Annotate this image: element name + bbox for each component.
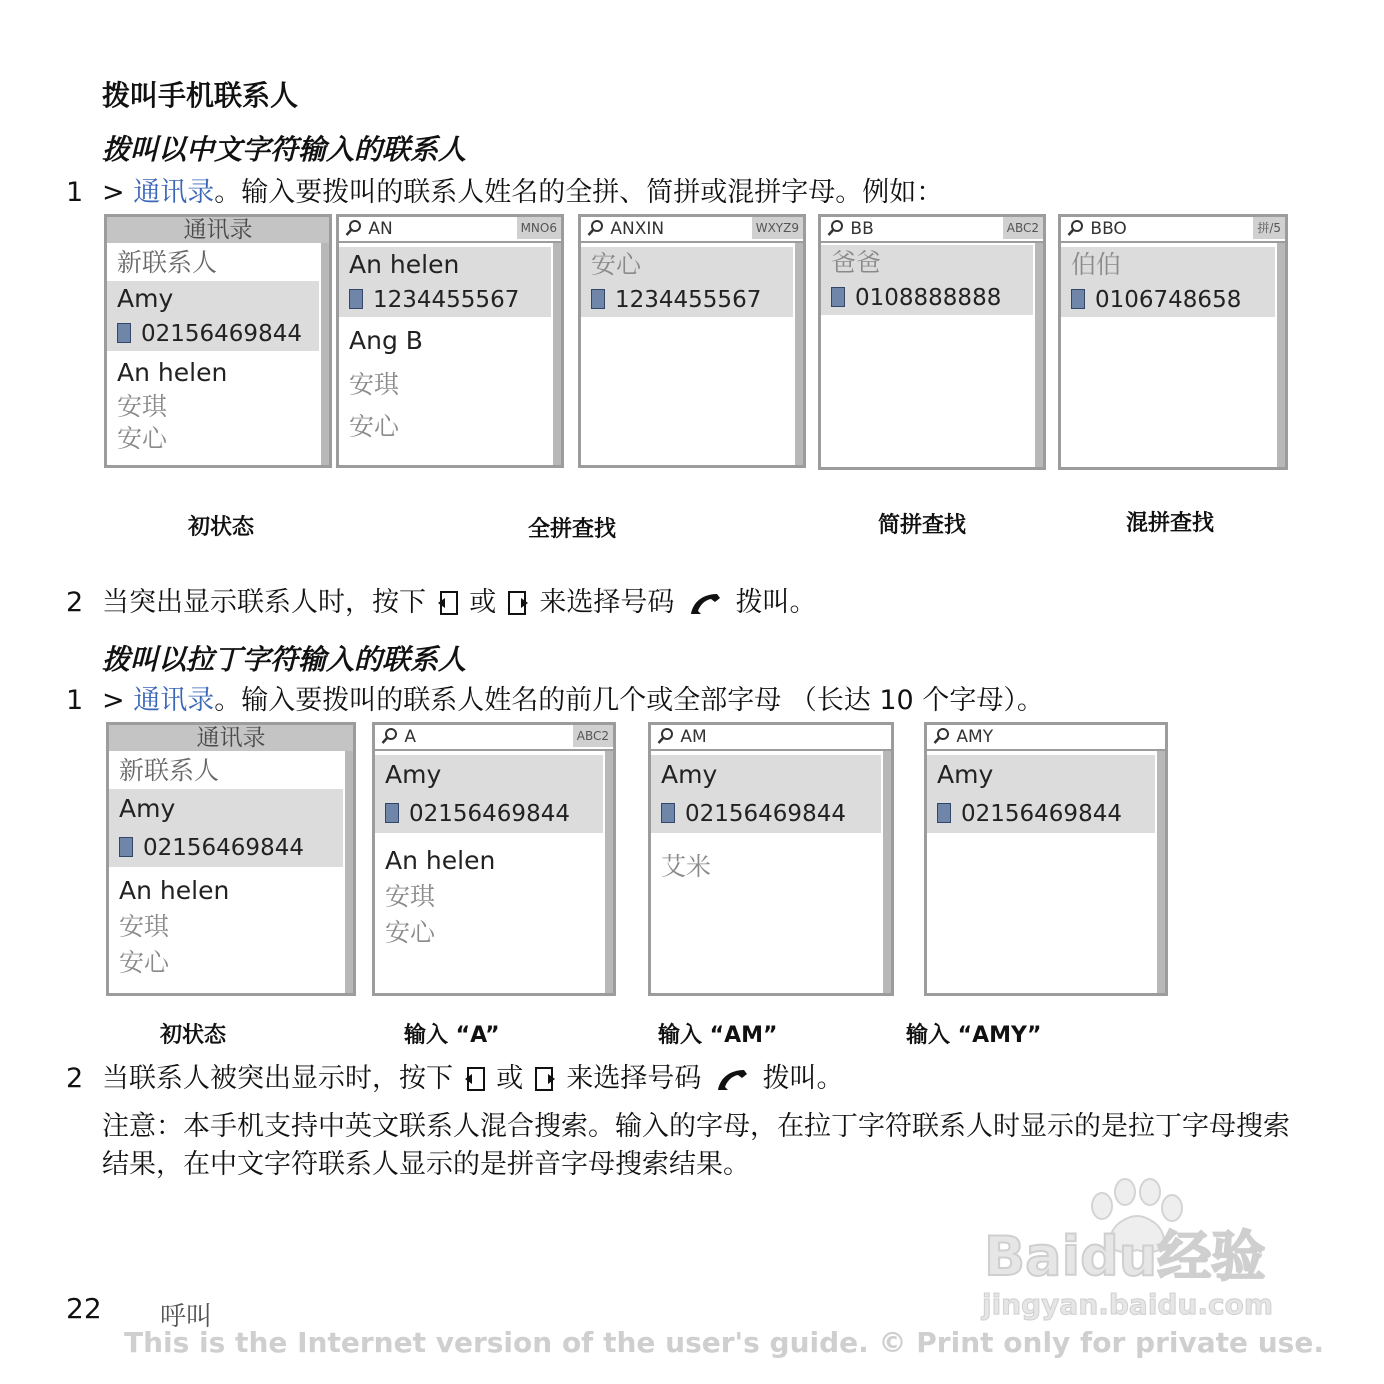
contact-number: 02156469844 [375, 795, 603, 833]
contact-name: 爸爸 [831, 248, 882, 277]
search-bar[interactable] [339, 217, 561, 243]
scrollbar[interactable] [795, 243, 803, 465]
scrollbar[interactable] [1035, 243, 1043, 467]
screen-title: 通讯录 [107, 217, 329, 243]
contact-name: 伯伯 [1071, 250, 1122, 279]
search-icon [381, 727, 399, 745]
contacts-link[interactable]: 通讯录 [133, 685, 215, 716]
list-item[interactable]: 安琪 [385, 882, 436, 911]
screen-initials-search [818, 214, 1046, 470]
list-item[interactable]: 安心 [349, 412, 400, 441]
search-icon [345, 219, 363, 237]
search-icon [827, 219, 845, 237]
search-query: A [404, 727, 417, 747]
phone-memory-icon [1071, 289, 1085, 309]
footer-section: 呼叫 [160, 1302, 213, 1332]
contact-name: Amy [119, 794, 176, 823]
phone-memory-icon [831, 287, 845, 307]
list-item[interactable]: 安心 [385, 918, 436, 947]
section2-step1 [66, 678, 1044, 717]
search-icon [657, 727, 675, 745]
contact-name: Amy [937, 760, 994, 789]
section1-step2 [66, 580, 817, 619]
list-item[interactable]: 安心 [117, 424, 168, 453]
page-heading: 拨叫手机联系人 [102, 79, 299, 112]
step-text: 当联系人被突出显示时，按下 [102, 1063, 453, 1094]
scrollbar[interactable] [321, 243, 329, 465]
screen-full-pinyin-search [336, 214, 564, 468]
left-nav-key-icon [437, 590, 459, 616]
contact-number: 02156469844 [927, 795, 1155, 833]
contact-name: 安心 [591, 250, 642, 279]
highlighted-contact[interactable] [339, 247, 551, 317]
page-number: 22 [66, 1292, 102, 1325]
step-text: 拨叫。 [735, 587, 817, 618]
scrollbar[interactable] [1277, 243, 1285, 467]
call-key-icon [714, 1066, 750, 1092]
screen-title: 通讯录 [109, 725, 353, 751]
search-bar[interactable] [651, 725, 891, 751]
search-query: AMY [956, 727, 994, 747]
screen-initial-state-latin [106, 722, 356, 996]
screen-input-amy [924, 722, 1168, 996]
step-number: 1 [66, 177, 84, 208]
step-number: 1 [66, 685, 84, 716]
list-item[interactable]: 安心 [119, 948, 170, 977]
contact-number: 02156469844 [651, 795, 881, 833]
caption: 混拼查找 [1126, 511, 1215, 536]
step-prefix: > [102, 177, 125, 208]
phone-memory-icon [117, 323, 131, 343]
scrollbar[interactable] [345, 751, 353, 993]
caption: 初状态 [160, 1023, 227, 1048]
caption: 输入 “AMY” [906, 1023, 1042, 1048]
search-bar[interactable] [927, 725, 1165, 751]
list-item[interactable]: An helen [119, 876, 230, 905]
left-nav-key-icon [464, 1066, 486, 1092]
contact-number: 0108888888 [821, 281, 1033, 315]
highlighted-contact[interactable] [821, 245, 1033, 315]
right-nav-key-icon [534, 1066, 556, 1092]
contact-number: 0106748658 [1061, 283, 1275, 317]
phone-memory-icon [385, 803, 399, 823]
contact-number: 02156469844 [109, 829, 343, 867]
screen-full-pinyin-search-2 [578, 214, 806, 468]
footer-disclaimer: This is the Internet version of the user's guide. © Print only for private use. [124, 1326, 1324, 1359]
note-paragraph: 注意：本手机支持中英文联系人混合搜索。输入的字母，在拉丁字符联系人时显示的是拉丁字母搜索结果，在中文字符联系人显示的是拼音字母搜索结果。 [102, 1111, 1290, 1180]
list-item[interactable]: 艾米 [661, 852, 712, 881]
search-bar[interactable] [821, 217, 1043, 243]
phone-memory-icon [591, 289, 605, 309]
search-query: ANXIN [610, 219, 665, 239]
caption: 输入 “AM” [658, 1023, 778, 1048]
step-text: 当突出显示联系人时，按下 [102, 587, 426, 618]
step-text: 来选择号码 [539, 587, 675, 618]
contact-name: Amy [117, 284, 174, 313]
highlighted-contact[interactable] [1061, 247, 1275, 317]
search-icon [933, 727, 951, 745]
contact-name: Amy [661, 760, 718, 789]
list-item[interactable]: 安琪 [117, 392, 168, 421]
list-item[interactable]: 安琪 [119, 912, 170, 941]
phone-memory-icon [119, 837, 133, 857]
search-icon [1067, 219, 1085, 237]
highlighted-contact[interactable] [109, 789, 343, 867]
highlighted-contact[interactable] [651, 755, 881, 833]
watermark-logo: Baidu经验 [984, 1225, 1266, 1288]
search-query: BBO [1090, 219, 1127, 239]
section1-step1 [66, 170, 943, 209]
caption: 简拼查找 [878, 513, 967, 538]
screen-mixed-search [1058, 214, 1288, 470]
caption: 初状态 [188, 515, 255, 540]
list-item[interactable]: An helen [385, 846, 496, 875]
section2-step2 [66, 1056, 844, 1095]
highlighted-contact[interactable] [375, 755, 603, 833]
watermark-url: jingyan.baidu.com [982, 1288, 1274, 1321]
step-prefix: > [102, 685, 125, 716]
screen-initial-state [104, 214, 332, 468]
right-nav-key-icon [507, 590, 529, 616]
search-bar[interactable] [581, 217, 803, 243]
list-item[interactable]: 安琪 [349, 370, 400, 399]
contact-name: An helen [349, 250, 460, 279]
step-number: 2 [66, 1063, 84, 1094]
step-text: 拨叫。 [762, 1063, 844, 1094]
list-item[interactable]: Ang B [349, 326, 423, 355]
contact-number: 1234455567 [581, 283, 793, 317]
phone-memory-icon [661, 803, 675, 823]
input-mode-badge: ABC2 [1003, 217, 1043, 239]
list-item[interactable]: An helen [117, 358, 228, 387]
search-query: AM [680, 727, 707, 747]
new-contact-item[interactable]: 新联系人 [119, 756, 220, 785]
search-query: AN [368, 219, 393, 239]
input-mode-badge: MNO6 [517, 217, 561, 239]
call-key-icon [687, 590, 723, 616]
scrollbar[interactable] [605, 751, 613, 993]
screen-input-a [372, 722, 616, 996]
contact-number: 02156469844 [107, 317, 319, 351]
caption: 输入 “A” [404, 1023, 500, 1048]
or-text: 或 [496, 1063, 524, 1094]
scrollbar[interactable] [1157, 751, 1165, 993]
new-contact-item[interactable]: 新联系人 [117, 248, 218, 277]
highlighted-contact[interactable] [927, 755, 1155, 833]
or-text: 或 [469, 587, 497, 618]
step-text: 。输入要拨叫的联系人姓名的全拼、简拼或混拼字母。例如： [214, 177, 944, 208]
step-text: 来选择号码 [566, 1063, 702, 1094]
section2-title: 拨叫以拉丁字符输入的联系人 [102, 643, 467, 676]
section1-title: 拨叫以中文字符输入的联系人 [102, 133, 467, 166]
search-query: BB [850, 219, 874, 239]
highlighted-contact[interactable] [107, 281, 319, 351]
contact-number: 1234455567 [339, 283, 551, 317]
scrollbar[interactable] [883, 751, 891, 993]
input-mode-badge: ABC2 [573, 725, 613, 747]
caption: 全拼查找 [528, 517, 617, 542]
input-mode-badge: 拼/5 [1253, 217, 1285, 239]
screen-input-am [648, 722, 894, 996]
contacts-link[interactable]: 通讯录 [133, 177, 215, 208]
step-text: 。输入要拨叫的联系人姓名的前几个或全部字母 （长达 10 个字母）。 [214, 685, 1044, 716]
phone-memory-icon [937, 803, 951, 823]
scrollbar[interactable] [553, 243, 561, 465]
contact-name: Amy [385, 760, 442, 789]
search-bar[interactable] [375, 725, 613, 751]
search-icon [587, 219, 605, 237]
input-mode-badge: WXYZ9 [752, 217, 803, 239]
search-bar[interactable] [1061, 217, 1285, 243]
step-number: 2 [66, 587, 84, 618]
phone-memory-icon [349, 289, 363, 309]
highlighted-contact[interactable] [581, 247, 793, 317]
